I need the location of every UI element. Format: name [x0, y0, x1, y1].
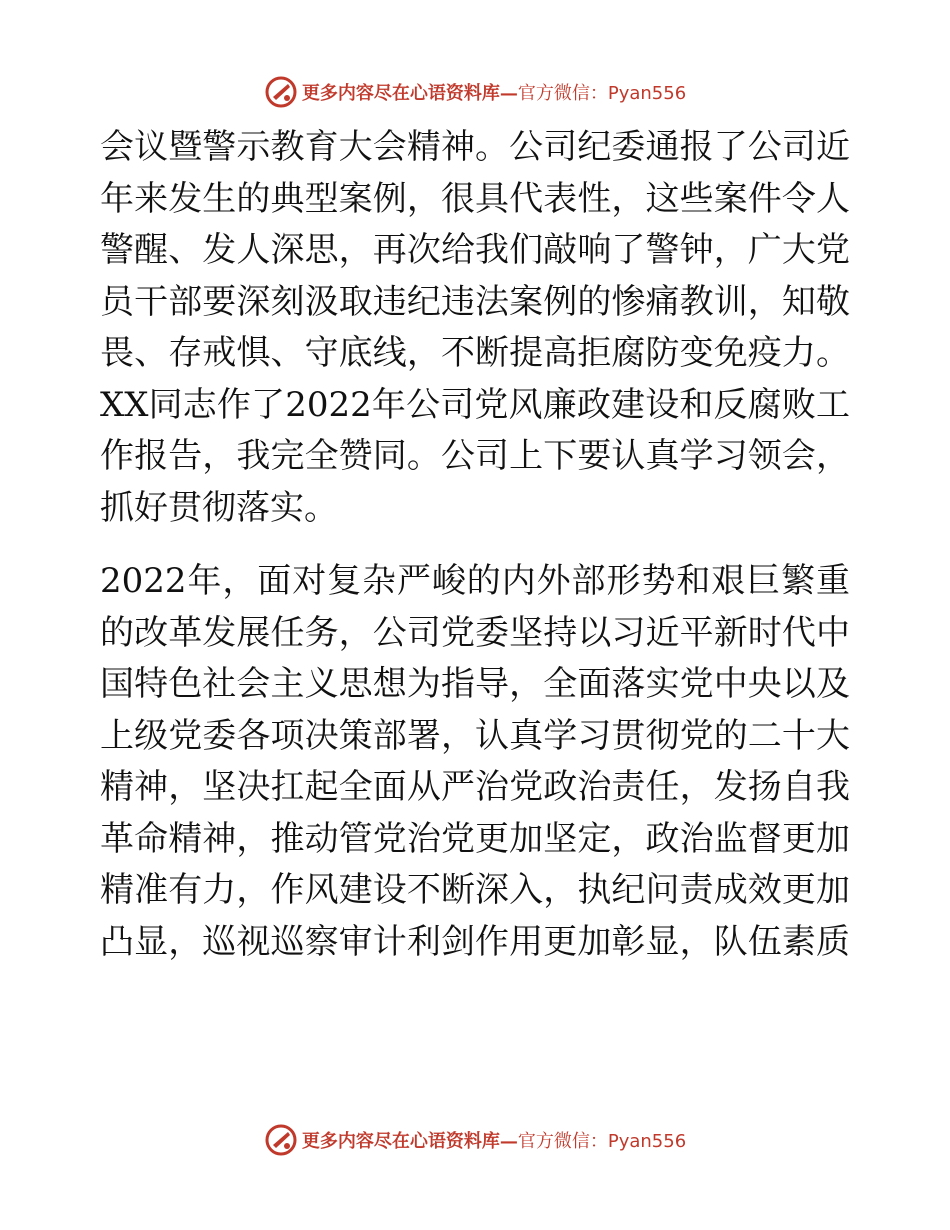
text-line: 年来发生的典型案例，很具代表性，这些案件令人 [100, 178, 850, 219]
text-line: 员干部要深刻汲取违纪违法案例的惨痛教训，知敬 [100, 281, 850, 322]
text-line: 警醒、发人深思，再次给我们敲响了警钟，广大党 [100, 230, 850, 270]
brand-logo-icon [264, 75, 298, 109]
text-line: 精神，坚决扛起全面从严治党政治责任，发扬自我 [100, 767, 850, 807]
footer-banner-text: 更多内容尽在心语资料库— [301, 1131, 518, 1152]
header-banner-text: 更多内容尽在心语资料库— [301, 83, 518, 104]
brand-logo-icon [264, 1123, 298, 1157]
text-line: 畏、存戒惧、守底线，不断提高拒腐防变免疫力。 [100, 333, 850, 373]
text-line: 2022年，面对复杂严峻的内外部形势和艰巨繁重 [100, 561, 850, 601]
paragraph-1 [100, 122, 850, 534]
header-banner [0, 72, 950, 112]
text-line: 上级党委各项决策部署，认真学习贯彻党的二十大 [100, 715, 850, 756]
text-line: 凸显，巡视巡察审计利剑作用更加彰显，队伍素质 [100, 921, 850, 962]
footer-wechat-text: 官方微信：Pyan556 [517, 1131, 687, 1152]
document-body [100, 122, 850, 968]
text-line: 作报告，我完全赞同。公司上下要认真学习领会， [100, 436, 850, 476]
text-line: 革命精神，推动管党治党更加坚定，政治监督更加 [100, 818, 850, 859]
footer-banner [0, 1120, 950, 1160]
paragraph-2 [100, 556, 850, 968]
header-wechat-text: 官方微信：Pyan556 [517, 83, 687, 104]
text-line: 会议暨警示教育大会精神。公司纪委通报了公司近 [100, 127, 850, 167]
text-line: XX同志作了2022年公司党风廉政建设和反腐败工 [100, 384, 850, 425]
text-line: 的改革发展任务，公司党委坚持以习近平新时代中 [100, 612, 850, 653]
paragraph-gap [100, 534, 850, 556]
text-line: 精准有力，作风建设不断深入，执纪问责成效更加 [100, 870, 850, 910]
text-line: 国特色社会主义思想为指导，全面落实党中央以及 [100, 664, 850, 704]
text-line: 抓好贯彻落实。 [100, 487, 338, 528]
